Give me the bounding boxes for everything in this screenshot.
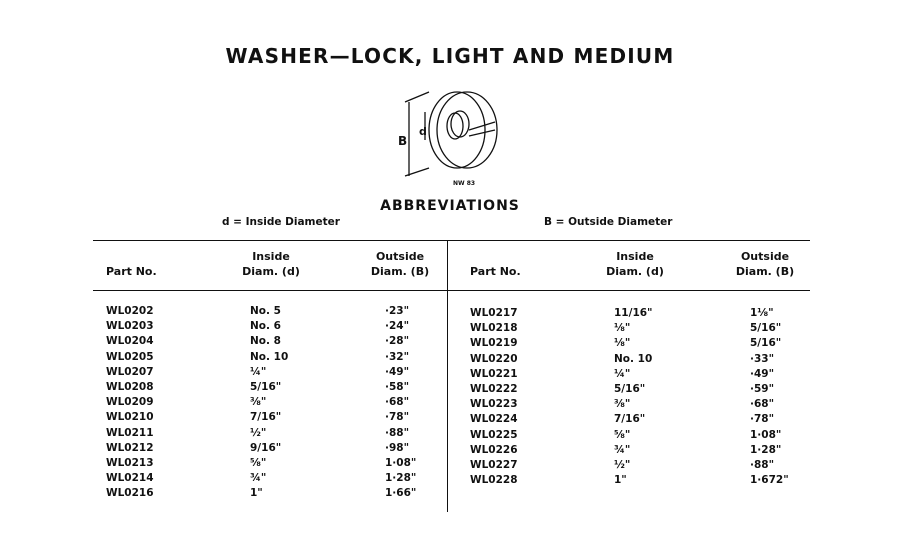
part-number: WL0222: [470, 383, 518, 395]
outside-diameter: ·88": [385, 426, 410, 439]
outside-diameter: ·58": [385, 381, 410, 393]
inside-diameter: ¼": [250, 365, 267, 378]
part-number: WL0224: [470, 413, 518, 426]
table-header-rule: [93, 290, 810, 291]
part-number: WL0207: [106, 365, 154, 378]
outside-diameter: 1·08": [750, 428, 782, 441]
outside-diameter: 1·66": [385, 487, 417, 500]
right-header-inside-line1: Inside: [616, 250, 654, 263]
part-number: WL0216: [106, 487, 154, 500]
inside-diameter: 1": [614, 474, 627, 487]
part-number: WL0203: [106, 320, 154, 333]
part-number: WL0217: [470, 307, 518, 319]
outside-diameter: ·49": [385, 365, 410, 378]
part-number: WL0212: [106, 441, 154, 454]
outside-diameter: ·68": [385, 396, 410, 409]
outside-diameter: 1·672": [750, 474, 789, 487]
page-title: WASHER—LOCK, LIGHT AND MEDIUM: [225, 44, 675, 68]
left-header-part: Part No.: [106, 265, 157, 278]
outside-diameter: ·98": [385, 441, 410, 454]
inside-diameter: 7/16": [614, 413, 646, 426]
outside-diameter: 1⅛": [750, 307, 774, 319]
outside-diameter: ·32": [385, 350, 410, 363]
table-top-rule: [93, 240, 810, 241]
part-number: WL0210: [106, 411, 154, 424]
left-header-outside: [355, 249, 445, 279]
outside-diameter: 5/16": [750, 322, 782, 335]
part-number: WL0228: [470, 474, 518, 487]
outside-diameter: ·68": [750, 398, 775, 411]
outside-diameter: ·59": [750, 383, 775, 395]
part-number: WL0225: [470, 428, 518, 441]
inside-diameter: 1": [250, 487, 263, 500]
part-number: WL0202: [106, 305, 154, 317]
part-number: WL0221: [470, 367, 518, 380]
inside-diameter: ½": [250, 426, 267, 439]
abbreviations-heading: ABBREVIATIONS: [380, 198, 520, 214]
outside-diameter: ·78": [385, 411, 410, 424]
part-number: WL0205: [106, 350, 154, 363]
outside-diameter: ·49": [750, 367, 775, 380]
part-number: WL0214: [106, 472, 154, 485]
diagram-label-d: d: [419, 125, 427, 138]
inside-diameter: ¼": [614, 367, 631, 380]
left-header-inside-line2: Diam. (d): [242, 265, 300, 278]
right-header-outside: [720, 249, 810, 279]
inside-diameter: 5/16": [614, 383, 646, 395]
inside-diameter: ½": [614, 459, 631, 471]
lock-washer-diagram: [395, 86, 515, 191]
part-number: WL0218: [470, 322, 518, 335]
outside-diameter: ·33": [750, 352, 775, 365]
right-header-outside-line2: Diam. (B): [735, 265, 795, 278]
abbreviation-outside: B = Outside Diameter: [544, 216, 673, 228]
inside-diameter: ⅝": [250, 457, 267, 469]
right-header-inside: [590, 249, 680, 279]
inside-diameter: 5/16": [250, 381, 282, 393]
inside-diameter: 11/16": [614, 307, 653, 319]
right-header-outside-line1: Outside: [740, 250, 790, 263]
part-number: WL0208: [106, 381, 154, 393]
table-column-divider: [447, 240, 448, 512]
part-number: WL0213: [106, 457, 154, 469]
outside-diameter: ·23": [385, 305, 410, 317]
part-number: WL0226: [470, 443, 518, 456]
part-number: WL0209: [106, 396, 154, 409]
abbreviation-inside: d = Inside Diameter: [222, 216, 340, 228]
outside-diameter: 1·28": [750, 443, 782, 456]
inside-diameter: No. 8: [250, 335, 281, 348]
part-number: WL0211: [106, 426, 154, 439]
inside-diameter: ⅝": [614, 428, 631, 441]
part-number: WL0220: [470, 352, 518, 365]
inside-diameter: ¾": [614, 443, 631, 456]
left-header-outside-line2: Diam. (B): [370, 265, 430, 278]
outside-diameter: ·88": [750, 459, 775, 471]
inside-diameter: ¾": [250, 472, 267, 485]
inside-diameter: No. 10: [250, 350, 289, 363]
inside-diameter: ⅛": [614, 337, 631, 350]
left-header-outside-line1: Outside: [375, 250, 425, 263]
inside-diameter: ⅛": [614, 322, 631, 335]
outside-diameter: ·28": [385, 335, 410, 348]
diagram-code: NW 83: [453, 180, 476, 187]
diagram-label-b: B: [398, 134, 408, 148]
part-number: WL0204: [106, 335, 154, 348]
inside-diameter: No. 10: [614, 352, 653, 365]
outside-diameter: 1·08": [385, 457, 417, 469]
left-header-inside-line1: Inside: [252, 250, 290, 263]
outside-diameter: 1·28": [385, 472, 417, 485]
right-header-inside-line2: Diam. (d): [606, 265, 664, 278]
right-header-part: Part No.: [470, 265, 521, 278]
inside-diameter: No. 6: [250, 320, 281, 333]
outside-diameter: ·78": [750, 413, 775, 426]
outside-diameter: ·24": [385, 320, 410, 333]
inside-diameter: ⅜": [614, 398, 631, 411]
left-header-inside: [226, 249, 316, 279]
inside-diameter: 9/16": [250, 441, 282, 454]
inside-diameter: ⅜": [250, 396, 267, 409]
part-number: WL0223: [470, 398, 518, 411]
part-number: WL0219: [470, 337, 518, 350]
outside-diameter: 5/16": [750, 337, 782, 350]
inside-diameter: No. 5: [250, 305, 281, 317]
inside-diameter: 7/16": [250, 411, 282, 424]
part-number: WL0227: [470, 459, 518, 471]
